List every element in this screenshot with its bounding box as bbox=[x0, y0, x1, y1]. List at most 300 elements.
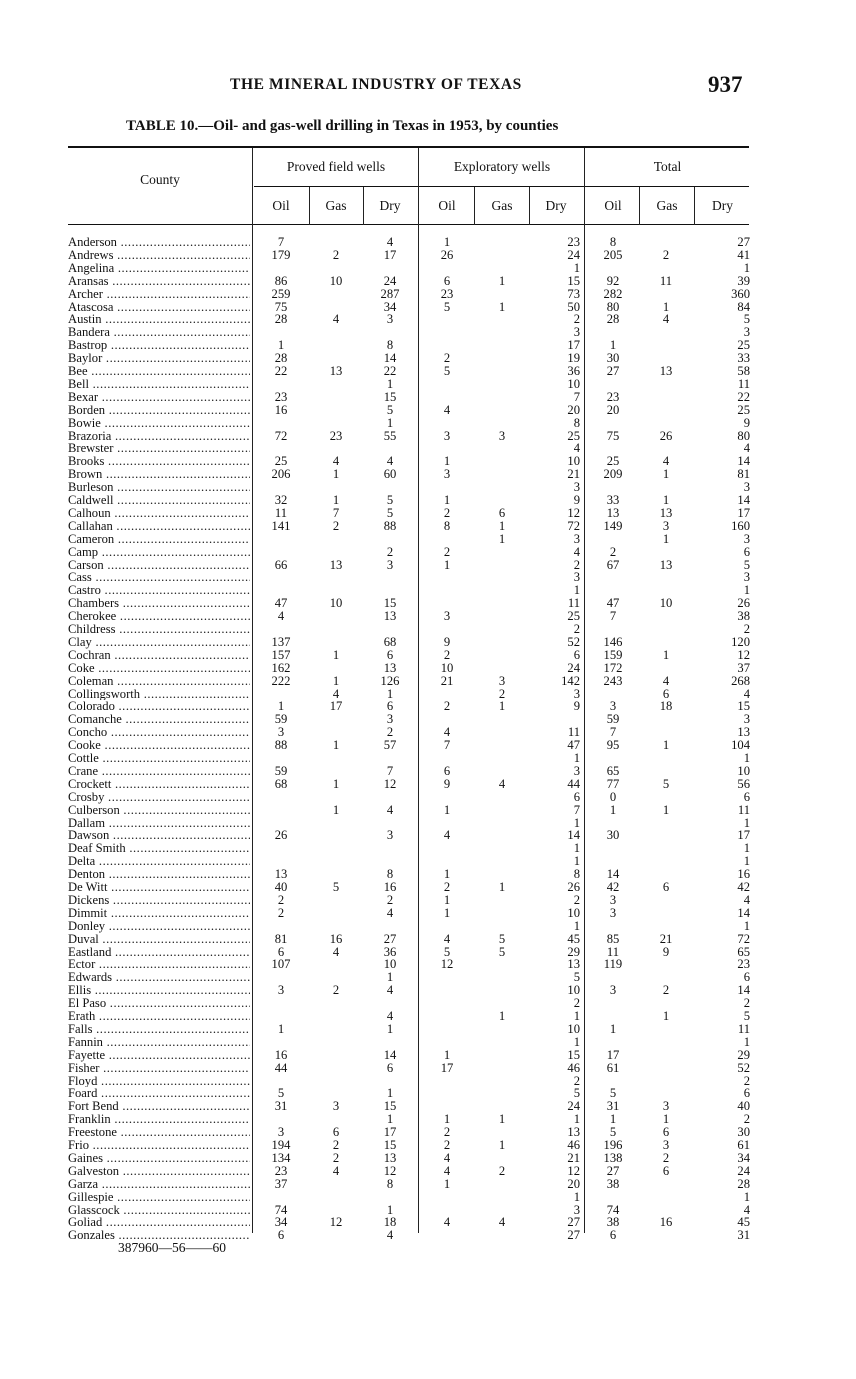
table-cell: 1 bbox=[743, 1189, 750, 1204]
table-cell: 1 bbox=[662, 531, 670, 546]
table-cell: 17 bbox=[383, 1125, 397, 1140]
table-cell: 7 bbox=[277, 235, 285, 249]
table-row bbox=[0, 675, 856, 688]
table-cell: 6 bbox=[498, 505, 506, 520]
table-cell: 8 bbox=[386, 867, 394, 882]
county-name: Cherokee ..... bbox=[68, 610, 250, 623]
table-cell: 1 bbox=[443, 454, 451, 469]
table-cell: 287 bbox=[380, 286, 400, 301]
table-cell: 12 bbox=[567, 505, 580, 520]
county-name: Franklin ..... bbox=[68, 1113, 250, 1126]
table-cell: 28 bbox=[274, 351, 288, 366]
table-cell: 4 bbox=[573, 544, 580, 559]
table-cell: 55 bbox=[383, 428, 397, 443]
table-cell: 3 bbox=[573, 325, 580, 340]
table-cell: 1 bbox=[743, 918, 750, 933]
table-cell: 3 bbox=[573, 570, 580, 585]
table-cell: 29 bbox=[567, 944, 580, 959]
subheader-oil: Oil bbox=[604, 198, 622, 213]
table-row bbox=[0, 765, 856, 778]
table-cell: 6 bbox=[277, 944, 285, 959]
table-cell: 1 bbox=[386, 1086, 394, 1101]
table-cell: 2 bbox=[443, 880, 451, 894]
table-cell: 194 bbox=[271, 1138, 291, 1152]
county-name: Culberson ..... bbox=[68, 804, 250, 817]
table-cell: 26 bbox=[440, 247, 454, 262]
table-cell: 6 bbox=[662, 1125, 670, 1140]
table-cell: 88 bbox=[383, 518, 397, 533]
county-name: Coleman ..... bbox=[68, 675, 250, 688]
table-cell: 4 bbox=[573, 441, 580, 456]
table-cell: 2 bbox=[573, 312, 580, 327]
table-cell: 45 bbox=[567, 931, 580, 946]
table-cell: 22 bbox=[737, 389, 750, 404]
table-cell: 10 bbox=[567, 376, 580, 391]
table-cell: 1 bbox=[498, 299, 506, 314]
table-cell: 34 bbox=[274, 1215, 288, 1230]
table-row bbox=[0, 804, 856, 817]
table-cell: 1 bbox=[386, 1112, 394, 1127]
table-cell: 12 bbox=[383, 1163, 397, 1178]
table-cell: 179 bbox=[271, 247, 291, 262]
county-name: Comanche ..... bbox=[68, 713, 250, 726]
table-cell: 1 bbox=[498, 1112, 506, 1127]
table-cell: 14 bbox=[383, 351, 397, 366]
column-divider bbox=[474, 187, 475, 225]
county-name: Brewster ..... bbox=[68, 442, 250, 455]
table-cell: 12 bbox=[440, 957, 454, 972]
table-cell: 11 bbox=[606, 944, 620, 959]
table-cell: 73 bbox=[567, 286, 580, 301]
table-cell: 95 bbox=[606, 738, 620, 753]
table-cell: 6 bbox=[662, 1163, 670, 1178]
table-cell: 61 bbox=[606, 1060, 620, 1075]
table-top-rule bbox=[68, 146, 749, 148]
table-cell: 1 bbox=[443, 1047, 451, 1062]
table-cell: 3 bbox=[386, 712, 394, 727]
table-cell: 31 bbox=[737, 1228, 750, 1243]
county-name: Carson ..... bbox=[68, 559, 250, 572]
table-cell: 3 bbox=[443, 609, 451, 624]
table-cell: 2 bbox=[386, 892, 394, 907]
table-cell: 222 bbox=[271, 673, 291, 688]
table-cell: 2 bbox=[443, 544, 451, 559]
table-row bbox=[0, 920, 856, 933]
table-cell: 27 bbox=[606, 1163, 620, 1178]
table-row bbox=[0, 1113, 856, 1126]
table-cell: 17 bbox=[440, 1060, 454, 1075]
table-cell: 59 bbox=[274, 712, 288, 727]
table-cell: 27 bbox=[567, 1215, 580, 1230]
table-cell: 3 bbox=[332, 1099, 340, 1114]
county-name: Coke ..... bbox=[68, 662, 250, 675]
table-cell: 6 bbox=[277, 1228, 285, 1243]
county-name: Colorado ..... bbox=[68, 700, 250, 713]
table-cell: 26 bbox=[274, 828, 288, 843]
county-name: Eastland ..... bbox=[68, 946, 250, 959]
table-cell: 3 bbox=[498, 673, 506, 688]
table-row bbox=[0, 623, 856, 636]
table-cell: 2 bbox=[573, 892, 580, 907]
table-cell: 2 bbox=[743, 996, 750, 1011]
table-cell: 5 bbox=[277, 1086, 285, 1101]
table-cell: 6 bbox=[743, 1086, 750, 1101]
county-name: Cameron ..... bbox=[68, 533, 250, 546]
table-cell: 3 bbox=[277, 1125, 285, 1140]
table-cell: 1 bbox=[743, 854, 750, 869]
table-cell: 1 bbox=[609, 338, 617, 353]
table-row bbox=[0, 1165, 856, 1178]
table-cell: 1 bbox=[662, 467, 670, 482]
column-divider bbox=[694, 187, 695, 225]
table-cell: 6 bbox=[332, 1125, 340, 1140]
table-cell: 1 bbox=[443, 1112, 451, 1127]
group-header-total: Total bbox=[653, 159, 682, 174]
table-cell: 9 bbox=[573, 699, 580, 714]
table-cell: 65 bbox=[606, 763, 620, 778]
table-cell: 2 bbox=[609, 544, 617, 559]
table-row bbox=[0, 649, 856, 662]
table-cell: 282 bbox=[603, 286, 623, 301]
table-cell: 1 bbox=[332, 647, 340, 662]
table-cell: 13 bbox=[567, 957, 580, 972]
county-name: Garza ..... bbox=[68, 1178, 250, 1191]
table-cell: 3 bbox=[573, 1202, 580, 1217]
table-cell: 1 bbox=[498, 518, 506, 533]
county-name: Duval ..... bbox=[68, 933, 250, 946]
table-cell: 1 bbox=[662, 802, 670, 817]
subheader-gas: Gas bbox=[656, 198, 678, 213]
table-cell: 66 bbox=[274, 557, 288, 572]
table-cell: 28 bbox=[606, 312, 620, 327]
table-cell: 4 bbox=[332, 312, 340, 327]
table-row bbox=[0, 984, 856, 997]
table-cell: 5 bbox=[443, 364, 451, 378]
table-cell: 4 bbox=[332, 1163, 340, 1178]
table-cell: 13 bbox=[659, 505, 673, 520]
table-cell: 17 bbox=[737, 505, 750, 520]
table-cell: 26 bbox=[737, 596, 750, 611]
table-cell: 44 bbox=[274, 1060, 288, 1075]
table-cell: 2 bbox=[332, 1150, 340, 1165]
table-cell: 11 bbox=[737, 802, 750, 817]
table-row bbox=[0, 520, 856, 533]
table-cell: 5 bbox=[332, 880, 340, 894]
table-row bbox=[0, 597, 856, 610]
table-cell: 3 bbox=[609, 905, 617, 920]
table-cell: 7 bbox=[573, 802, 580, 817]
table-cell: 5 bbox=[573, 970, 580, 985]
table-title: TABLE 10.—Oil- and gas-well drilling in Texas in 1953, by counties bbox=[126, 118, 559, 134]
table-cell: 68 bbox=[274, 776, 288, 791]
table-cell: 47 bbox=[274, 596, 288, 611]
table-cell: 19 bbox=[567, 351, 580, 366]
table-cell: 3 bbox=[743, 570, 750, 585]
table-cell: 2 bbox=[743, 1073, 750, 1088]
table-cell: 7 bbox=[609, 725, 617, 740]
table-cell: 4 bbox=[332, 686, 340, 701]
table-row bbox=[0, 391, 856, 404]
table-row bbox=[0, 829, 856, 842]
table-cell: 11 bbox=[274, 505, 288, 520]
table-cell: 1 bbox=[573, 815, 580, 830]
table-cell: 60 bbox=[383, 467, 397, 482]
table-cell: 13 bbox=[274, 867, 288, 882]
table-row bbox=[0, 365, 856, 378]
table-cell: 24 bbox=[383, 273, 397, 288]
table-cell: 3 bbox=[498, 428, 506, 443]
table-cell: 42 bbox=[737, 880, 750, 894]
table-cell: 23 bbox=[274, 1163, 288, 1178]
table-cell: 28 bbox=[737, 1176, 750, 1191]
table-cell: 5 bbox=[573, 1086, 580, 1101]
table-cell: 3 bbox=[743, 325, 750, 340]
table-cell: 47 bbox=[567, 738, 580, 753]
table-row bbox=[0, 1087, 856, 1100]
table-cell: 5 bbox=[662, 776, 670, 791]
table-cell: 2 bbox=[332, 247, 340, 262]
table-cell: 72 bbox=[567, 518, 580, 533]
table-cell: 162 bbox=[271, 660, 291, 675]
county-name: Anderson ..... bbox=[68, 236, 250, 249]
table-cell: 2 bbox=[443, 505, 451, 520]
table-cell: 2 bbox=[498, 686, 506, 701]
table-row bbox=[0, 958, 856, 971]
county-name: Cooke ..... bbox=[68, 739, 250, 752]
table-cell: 360 bbox=[731, 286, 750, 301]
table-cell: 5 bbox=[443, 299, 451, 314]
table-cell: 25 bbox=[567, 609, 580, 624]
table-cell: 4 bbox=[332, 454, 340, 469]
table-row bbox=[0, 1139, 856, 1152]
table-cell: 1 bbox=[332, 776, 340, 791]
table-cell: 20 bbox=[567, 402, 580, 417]
table-cell: 18 bbox=[659, 699, 673, 714]
table-cell: 6 bbox=[609, 1228, 617, 1243]
table-cell: 10 bbox=[567, 983, 580, 998]
table-cell: 1 bbox=[498, 880, 506, 894]
table-cell: 42 bbox=[606, 880, 620, 894]
table-cell: 72 bbox=[274, 428, 288, 443]
county-name: Dallam ..... bbox=[68, 817, 250, 830]
table-cell: 11 bbox=[567, 596, 580, 611]
table-cell: 22 bbox=[274, 364, 288, 378]
table-row bbox=[0, 662, 856, 675]
county-name: Brazoria ..... bbox=[68, 430, 250, 443]
county-name: Austin ..... bbox=[68, 313, 250, 326]
table-row bbox=[0, 610, 856, 623]
table-cell: 5 bbox=[609, 1125, 617, 1140]
table-cell: 6 bbox=[662, 880, 670, 894]
table-cell: 72 bbox=[737, 931, 750, 946]
table-cell: 25 bbox=[274, 454, 288, 469]
table-cell: 146 bbox=[603, 634, 623, 649]
table-cell: 4 bbox=[743, 686, 750, 701]
table-cell: 1 bbox=[609, 1021, 617, 1036]
county-name: Freestone ..... bbox=[68, 1126, 250, 1139]
county-name: Foard ..... bbox=[68, 1087, 250, 1100]
table-cell: 27 bbox=[567, 1228, 580, 1243]
county-name: Falls ..... bbox=[68, 1023, 250, 1036]
table-cell: 1 bbox=[386, 1021, 394, 1036]
table-cell: 13 bbox=[383, 609, 397, 624]
table-cell: 39 bbox=[737, 273, 750, 288]
county-name: Glasscock ..... bbox=[68, 1204, 250, 1217]
table-row bbox=[0, 404, 856, 417]
table-cell: 16 bbox=[737, 867, 750, 882]
county-name: Concho ..... bbox=[68, 726, 250, 739]
table-cell: 1 bbox=[573, 918, 580, 933]
table-cell: 3 bbox=[743, 712, 750, 727]
table-cell: 1 bbox=[573, 841, 580, 856]
table-row bbox=[0, 326, 856, 339]
table-cell: 1 bbox=[662, 738, 670, 753]
table-cell: 4 bbox=[498, 1215, 506, 1230]
subheader-dry: Dry bbox=[712, 198, 733, 213]
table-cell: 0 bbox=[609, 789, 617, 804]
table-cell: 1 bbox=[443, 493, 451, 507]
table-cell: 1 bbox=[743, 815, 750, 830]
table-cell: 17 bbox=[329, 699, 343, 714]
table-cell: 24 bbox=[567, 247, 580, 262]
county-name: Chambers ..... bbox=[68, 597, 250, 610]
table-cell: 20 bbox=[567, 1176, 580, 1191]
county-name: Brown ..... bbox=[68, 468, 250, 481]
table-cell: 15 bbox=[383, 596, 397, 611]
table-row bbox=[0, 1062, 856, 1075]
table-cell: 7 bbox=[332, 505, 340, 520]
group-header-exploratory: Exploratory wells bbox=[453, 159, 551, 174]
table-cell: 13 bbox=[567, 1125, 580, 1140]
group-header-rule bbox=[254, 186, 749, 187]
table-cell: 2 bbox=[443, 699, 451, 714]
table-cell: 80 bbox=[606, 299, 620, 314]
table-cell: 86 bbox=[274, 273, 288, 288]
table-row bbox=[0, 352, 856, 365]
table-cell: 10 bbox=[567, 1021, 580, 1036]
table-cell: 14 bbox=[737, 493, 750, 507]
table-cell: 80 bbox=[737, 428, 750, 443]
table-cell: 11 bbox=[737, 1021, 750, 1036]
table-cell: 68 bbox=[383, 634, 397, 649]
county-name: Castro ..... bbox=[68, 584, 250, 597]
table-cell: 5 bbox=[386, 493, 394, 507]
table-cell: 40 bbox=[274, 880, 288, 894]
table-cell: 142 bbox=[561, 673, 580, 688]
table-row bbox=[0, 1126, 856, 1139]
table-cell: 14 bbox=[383, 1047, 397, 1062]
table-cell: 9 bbox=[443, 634, 451, 649]
county-name: De Witt ..... bbox=[68, 881, 250, 894]
table-row bbox=[0, 739, 856, 752]
table-row bbox=[0, 997, 856, 1010]
table-cell: 13 bbox=[737, 725, 750, 740]
table-cell: 75 bbox=[606, 428, 620, 443]
table-row bbox=[0, 468, 856, 481]
county-name: Erath ..... bbox=[68, 1010, 250, 1023]
table-cell: 13 bbox=[329, 557, 343, 572]
table-cell: 206 bbox=[271, 467, 291, 482]
county-name: Dickens ..... bbox=[68, 894, 250, 907]
table-row bbox=[0, 1216, 856, 1229]
table-cell: 37 bbox=[737, 660, 750, 675]
table-row bbox=[0, 636, 856, 649]
table-cell: 3 bbox=[443, 467, 451, 482]
table-cell: 9 bbox=[662, 944, 670, 959]
table-cell: 10 bbox=[567, 905, 580, 920]
table-cell: 2 bbox=[386, 725, 394, 740]
table-cell: 3 bbox=[573, 763, 580, 778]
table-cell: 1 bbox=[443, 802, 451, 817]
table-cell: 138 bbox=[603, 1150, 623, 1165]
table-row bbox=[0, 971, 856, 984]
table-cell: 196 bbox=[603, 1138, 623, 1152]
table-cell: 4 bbox=[386, 1009, 394, 1023]
county-name: Deaf Smith ..... bbox=[68, 842, 250, 855]
table-cell: 10 bbox=[383, 957, 397, 972]
table-cell: 4 bbox=[386, 983, 394, 998]
table-cell: 52 bbox=[567, 634, 580, 649]
table-cell: 25 bbox=[737, 338, 750, 353]
group-header-proved: Proved field wells bbox=[286, 159, 386, 174]
table-cell: 243 bbox=[603, 673, 623, 688]
table-cell: 3 bbox=[662, 1138, 670, 1152]
running-head: THE MINERAL INDUSTRY OF TEXAS bbox=[230, 76, 522, 93]
table-cell: 81 bbox=[274, 931, 288, 946]
table-cell: 3 bbox=[573, 531, 580, 546]
county-name: Bowie ..... bbox=[68, 417, 250, 430]
county-name: Aransas ..... bbox=[68, 275, 250, 288]
table-cell: 1 bbox=[573, 583, 580, 598]
county-name: Childress ..... bbox=[68, 623, 250, 636]
county-name: Dawson ..... bbox=[68, 829, 250, 842]
table-cell: 5 bbox=[498, 944, 506, 959]
table-row bbox=[0, 1178, 856, 1191]
table-row bbox=[0, 584, 856, 597]
table-cell: 17 bbox=[567, 338, 580, 353]
table-cell: 149 bbox=[603, 518, 623, 533]
subheader-dry: Dry bbox=[379, 198, 401, 213]
table-cell: 2 bbox=[662, 1150, 670, 1165]
table-cell: 4 bbox=[743, 1202, 750, 1217]
table-cell: 10 bbox=[659, 596, 673, 611]
table-row bbox=[0, 430, 856, 443]
table-cell: 12 bbox=[329, 1215, 343, 1230]
table-cell: 14 bbox=[567, 828, 580, 843]
table-cell: 8 bbox=[386, 338, 394, 353]
table-cell: 4 bbox=[332, 944, 340, 959]
table-cell: 6 bbox=[573, 647, 580, 662]
county-name: Ellis ..... bbox=[68, 984, 250, 997]
table-cell: 1 bbox=[498, 531, 506, 546]
table-cell: 5 bbox=[386, 505, 394, 520]
table-cell: 5 bbox=[743, 557, 750, 572]
table-cell: 1 bbox=[573, 854, 580, 869]
subheader-gas: Gas bbox=[491, 198, 513, 213]
county-name: Atascosa ..... bbox=[68, 301, 250, 314]
table-cell: 40 bbox=[737, 1099, 750, 1114]
table-row bbox=[0, 262, 856, 275]
table-cell: 1 bbox=[573, 1189, 580, 1204]
table-cell: 1 bbox=[573, 1009, 580, 1023]
table-cell: 3 bbox=[277, 725, 285, 740]
table-cell: 13 bbox=[383, 660, 397, 675]
table-row bbox=[0, 1023, 856, 1036]
table-cell: 1 bbox=[386, 415, 394, 430]
table-cell: 1 bbox=[332, 467, 340, 482]
table-cell: 13 bbox=[659, 557, 673, 572]
table-cell: 3 bbox=[662, 1099, 670, 1114]
